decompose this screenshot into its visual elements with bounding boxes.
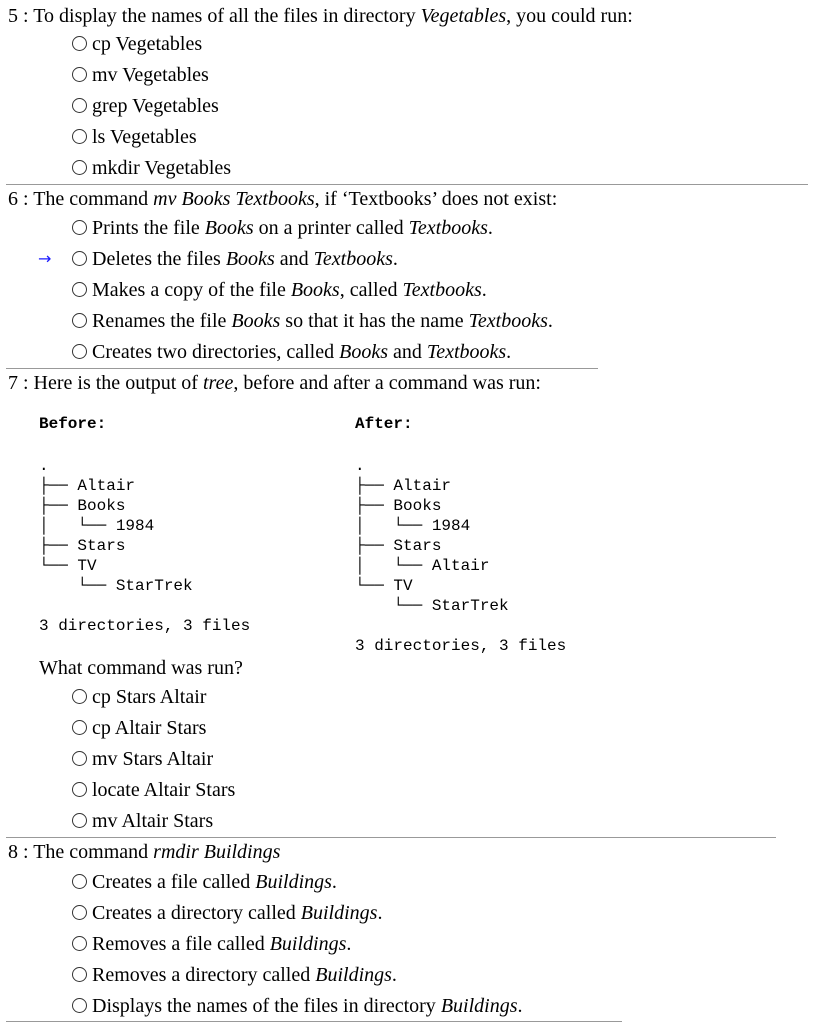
q7-option-4[interactable]: locate Altair Stars bbox=[72, 778, 235, 802]
radio-button[interactable] bbox=[72, 129, 87, 144]
radio-button[interactable] bbox=[72, 751, 87, 766]
radio-button[interactable] bbox=[72, 251, 87, 266]
q5-option-4[interactable]: ls Vegetables bbox=[72, 125, 197, 149]
after-tree-output: . ├── Altair ├── Books │ └── 1984 ├── Stars │ └── Altair └── TV └── StarTrek 3 directories, 3 files bbox=[355, 457, 567, 655]
radio-button[interactable] bbox=[72, 905, 87, 920]
q5-heading: 5 : To display the names of all the files in directory Vegetables, you could run: bbox=[8, 5, 633, 27]
q7-option-3[interactable]: mv Stars Altair bbox=[72, 747, 213, 771]
radio-button[interactable] bbox=[72, 220, 87, 235]
q5-option-2[interactable]: mv Vegetables bbox=[72, 63, 209, 87]
divider bbox=[6, 1021, 622, 1022]
q6-option-3[interactable]: Makes a copy of the file Books, called Textbooks. bbox=[72, 278, 487, 302]
radio-button[interactable] bbox=[72, 689, 87, 704]
q7-option-2[interactable]: cp Altair Stars bbox=[72, 716, 206, 740]
divider bbox=[6, 184, 808, 185]
q8-option-2[interactable]: Creates a directory called Buildings. bbox=[72, 901, 382, 925]
q5-option-1[interactable]: cp Vegetables bbox=[72, 32, 202, 56]
radio-button[interactable] bbox=[72, 998, 87, 1013]
answer-arrow-icon: → bbox=[38, 249, 52, 268]
q8-option-5[interactable]: Displays the names of the files in directory Buildings. bbox=[72, 994, 522, 1018]
before-tree-output: . ├── Altair ├── Books │ └── 1984 ├── Stars └── TV └── StarTrek 3 directories, 3 files bbox=[39, 457, 251, 635]
q5-option-3[interactable]: grep Vegetables bbox=[72, 94, 219, 118]
q6-option-2[interactable]: Deletes the files Books and Textbooks. bbox=[72, 247, 398, 271]
q7-option-1[interactable]: cp Stars Altair bbox=[72, 685, 206, 709]
q8-heading: 8 : The command rmdir Buildings bbox=[8, 841, 281, 863]
q6-option-5[interactable]: Creates two directories, called Books and Textbooks. bbox=[72, 340, 511, 364]
q8-option-1[interactable]: Creates a file called Buildings. bbox=[72, 870, 337, 894]
before-label: Before: bbox=[39, 415, 107, 433]
radio-button[interactable] bbox=[72, 344, 87, 359]
q7-prompt: What command was run? bbox=[39, 657, 243, 679]
radio-button[interactable] bbox=[72, 874, 87, 889]
radio-button[interactable] bbox=[72, 36, 87, 51]
divider bbox=[6, 837, 776, 838]
q8-option-4[interactable]: Removes a directory called Buildings. bbox=[72, 963, 397, 987]
q6-heading: 6 : The command mv Books Textbooks, if ‘Textbooks’ does not exist: bbox=[8, 188, 558, 210]
radio-button[interactable] bbox=[72, 967, 87, 982]
radio-button[interactable] bbox=[72, 720, 87, 735]
radio-button[interactable] bbox=[72, 282, 87, 297]
q8-option-3[interactable]: Removes a file called Buildings. bbox=[72, 932, 351, 956]
q7-heading: 7 : Here is the output of tree, before and after a command was run: bbox=[8, 372, 541, 394]
radio-button[interactable] bbox=[72, 67, 87, 82]
radio-button[interactable] bbox=[72, 313, 87, 328]
radio-button[interactable] bbox=[72, 160, 87, 175]
q6-option-4[interactable]: Renames the file Books so that it has the name Textbooks. bbox=[72, 309, 553, 333]
radio-button[interactable] bbox=[72, 813, 87, 828]
q6-option-1[interactable]: Prints the file Books on a printer called Textbooks. bbox=[72, 216, 493, 240]
radio-button[interactable] bbox=[72, 782, 87, 797]
radio-button[interactable] bbox=[72, 98, 87, 113]
divider bbox=[6, 368, 598, 369]
q7-option-5[interactable]: mv Altair Stars bbox=[72, 809, 213, 833]
radio-button[interactable] bbox=[72, 936, 87, 951]
after-label: After: bbox=[355, 415, 413, 433]
q5-option-5[interactable]: mkdir Vegetables bbox=[72, 156, 231, 180]
